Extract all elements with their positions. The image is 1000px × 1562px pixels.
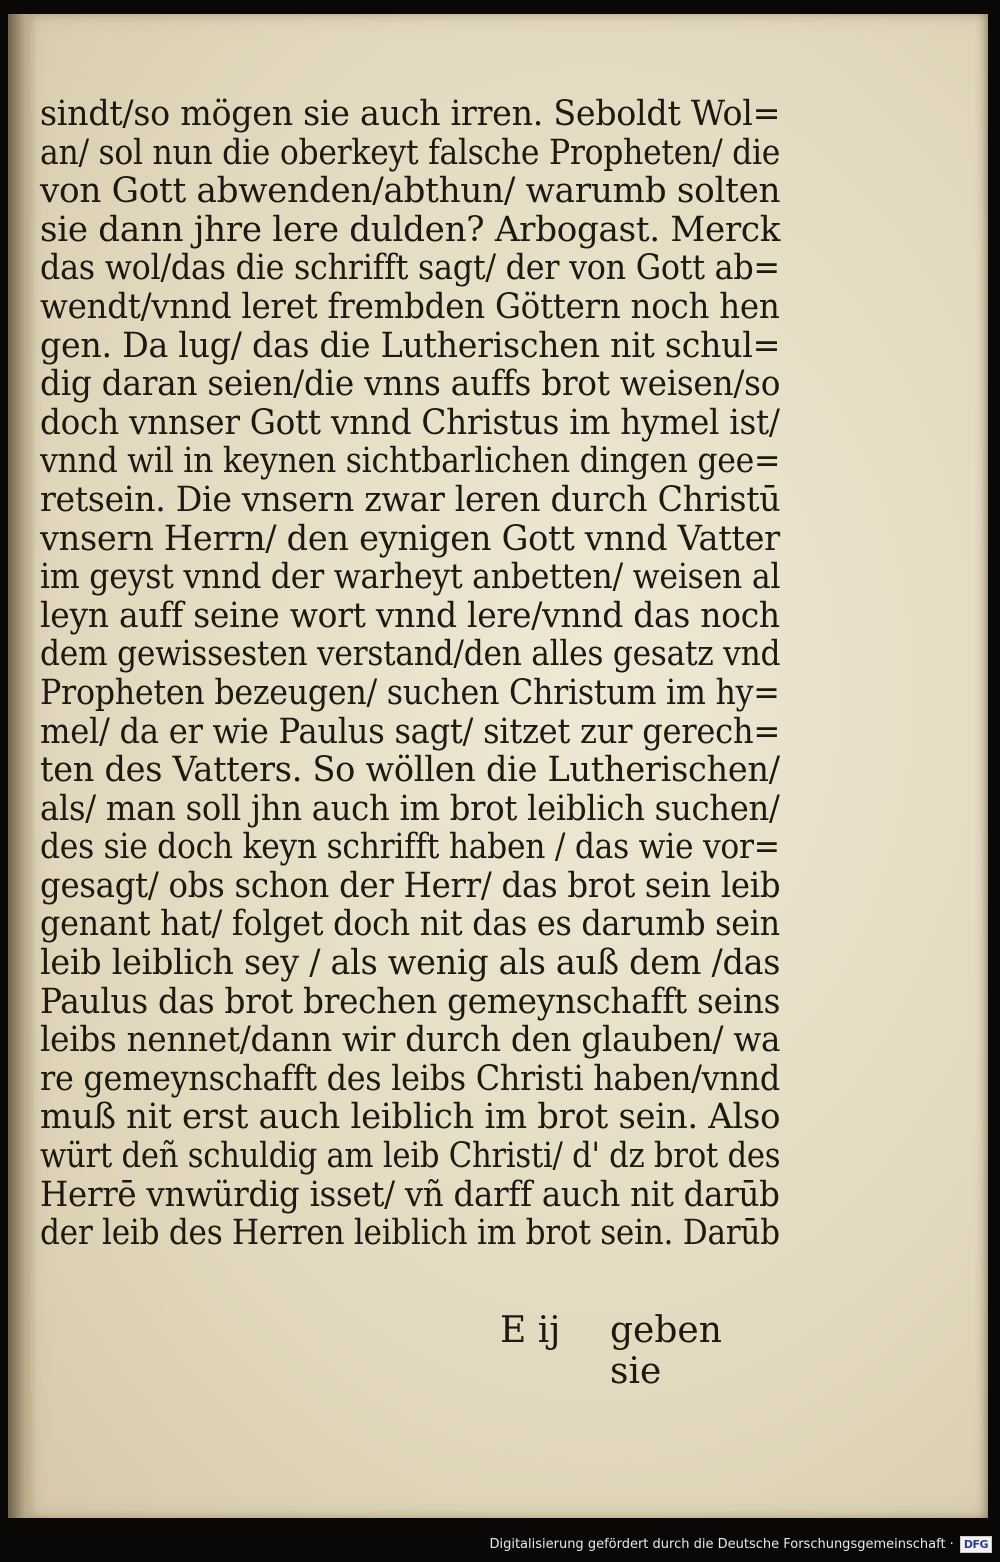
page-gutter-shadow [8,14,36,1518]
text-line: muß nit erst auch leiblich im brot sein. Also [40,1097,781,1138]
text-line: wendt/vnnd leret frembden Göttern noch hen [40,286,780,327]
text-line: genant hat/ folget doch nit das es darumb sein [40,904,780,945]
text-line: an/ sol nun die oberkeyt falsche Propheten/ die [40,132,781,173]
text-line: Paulus das brot brechen gemeynschafft seins [40,981,781,1022]
text-line: mel/ da er wie Paulus sagt/ sitzet zur gerech= [40,711,781,752]
text-line: im geyst vnnd der warheyt anbetten/ weisen al [40,557,781,598]
text-line: würt deñ schuldig am leib Christi/ d' dz brot des [40,1136,781,1177]
text-line: doch vnnser Gott vnnd Christus im hymel ist/ [40,402,780,443]
text-line: des sie doch keyn schrifft haben / das wie vor= [40,827,780,868]
text-line: dig daran seien/die vnns auffs brot weisen/so [40,364,781,405]
text-line: leibs nennet/dann wir durch den glauben/ wa [40,1020,781,1061]
text-line: sie dann jhre lere dulden? Arbogast. Merck [40,209,781,250]
catchword: geben sie [610,1310,722,1392]
text-line: gesagt/ obs schon der Herr/ das brot sein leib [40,865,781,906]
digitization-credit [489,1534,992,1554]
text-line: das wol/das die schrifft sagt/ der von Gott ab= [40,248,780,289]
text-line: leyn auff seine wort vnnd lere/vnnd das noch [40,595,780,636]
text-line: Herrē vnwürdig isset/ vñ darff auch nit darūb [40,1174,780,1215]
text-line: re gemeynschafft des leibs Christi haben/vnnd [40,1058,780,1099]
text-line: leib leiblich sey / als wenig als auß dem /das [40,943,781,984]
text-line: Propheten bezeugen/ suchen Christum im hy= [40,672,780,713]
credit-text: Digitalisierung gefördert durch die Deutsche Forschungsgemeinschaft · [489,1536,954,1552]
page-footer [500,1310,760,1392]
text-line: als/ man soll jhn auch im brot leiblich suchen/ [40,788,780,829]
text-line: gen. Da lug/ das die Lutherischen nit schul= [40,325,781,366]
dfg-logo: DFG [960,1536,992,1553]
text-line: vnnd wil in keynen sichtbarlichen dingen gee= [40,441,781,482]
text-line: ten des Vatters. So wöllen die Lutherischen/ [40,750,780,791]
text-line: vnsern Herrn/ den eynigen Gott vnnd Vatter [40,518,780,559]
page-text-block [40,95,780,1253]
text-line: von Gott abwenden/abthun/ warumb solten [40,171,781,212]
text-line: dem gewissesten verstand/den alles gesatz vnd [40,634,781,675]
text-line: sindt/so mögen sie auch irren. Seboldt Wol= [40,94,781,134]
text-line: retsein. Die vnsern zwar leren durch Christū [40,479,781,520]
text-line: der leib des Herren leiblich im brot sein. Darūb [40,1213,780,1254]
signature-mark: E ij [500,1310,561,1351]
